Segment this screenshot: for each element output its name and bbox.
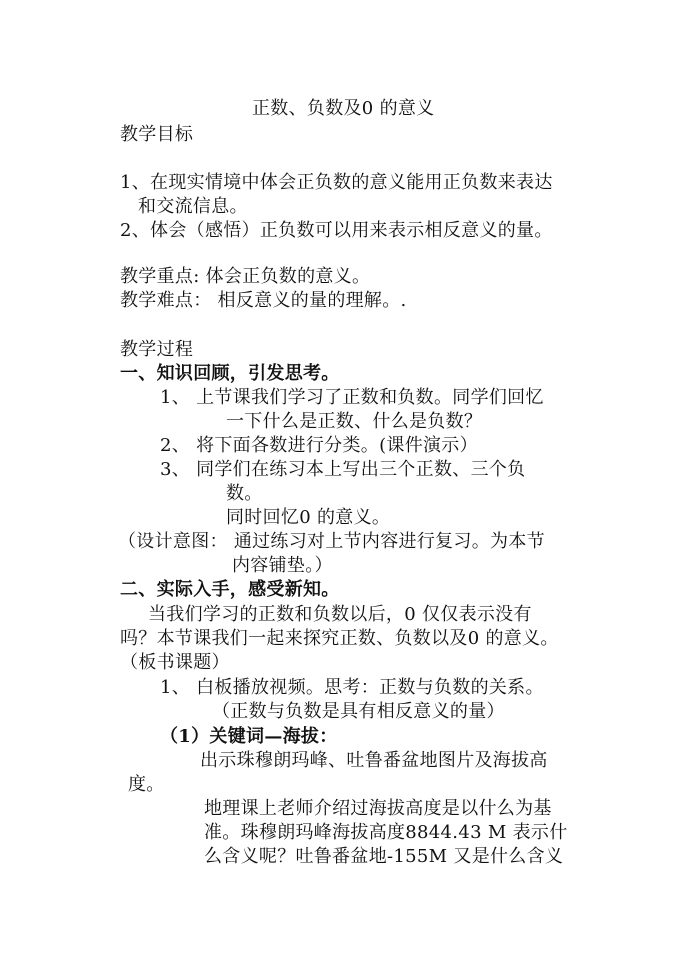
goal-heading: 教学目标 (120, 124, 194, 145)
goal-item-1-line-1: 1、在现实情境中体会正负数的意义能用正负数来表达 (120, 172, 553, 193)
keyword-paragraph-2-line-2: 准。珠穆朗玛峰海拔高度8844.43 M 表示什 (204, 822, 568, 843)
design-intent-line-1: （设计意图： 通过练习对上节内容进行复习。为本节 (118, 531, 545, 552)
keyword-paragraph-1-line-1: 出示珠穆朗玛峰、吐鲁番盆地图片及海拔高 (200, 750, 548, 771)
section-2-item-1-line-2: （正数与负数是具有相反意义的量） (212, 701, 505, 722)
design-intent-line-2: 内容铺垫。） (232, 555, 333, 576)
process-heading: 教学过程 (120, 339, 194, 360)
goal-item-1-line-2: 和交流信息。 (138, 196, 248, 217)
section-1-item-3-line-1: 3、 同学们在练习本上写出三个正数、三个负 (160, 459, 526, 480)
section-1-item-1-line-2: 一下什么是正数、什么是负数？ (226, 411, 483, 432)
section-2-paragraph-line-1: 当我们学习的正数和负数以后，0 仅仅表示没有 (148, 604, 532, 625)
section-2-item-1-line-1: 1、 白板播放视频。思考：正数与负数的关系。 (160, 677, 544, 698)
document-title: 正数、负数及0 的意义 (252, 98, 435, 119)
section-2-heading: 二、实际入手，感受新知。 (120, 579, 340, 600)
section-1-item-1-line-1: 1、 上节课我们学习了正数和负数。同学们回忆 (160, 387, 544, 408)
difficult-point: 教学难点： 相反意义的量的理解。. (120, 290, 407, 311)
section-1-item-3-line-2: 数。 (226, 483, 263, 504)
keyword-heading: （1）关键词—海拔： (160, 726, 338, 747)
section-1-item-3-line-3: 同时回忆0 的意义。 (226, 507, 391, 528)
section-1-item-2: 2、 将下面各数进行分类。(课件演示） (160, 435, 478, 456)
key-point: 教学重点: 体会正负数的意义。 (120, 266, 371, 287)
section-1-heading: 一、知识回顾，引发思考。 (120, 363, 340, 384)
keyword-paragraph-1-line-2: 度。 (128, 774, 165, 795)
keyword-paragraph-2-line-1: 地理课上老师介绍过海拔高度是以什么为基 (204, 798, 552, 819)
section-2-paragraph-line-3: （板书课题） (120, 652, 230, 673)
keyword-paragraph-2-line-3: 么含义呢？吐鲁番盆地-155M 又是什么含义 (204, 846, 564, 867)
goal-item-2: 2、体会（感悟）正负数可以用来表示相反意义的量。 (120, 220, 553, 241)
section-2-paragraph-line-2: 吗？本节课我们一起来探究正数、负数以及0 的意义。 (120, 628, 559, 649)
